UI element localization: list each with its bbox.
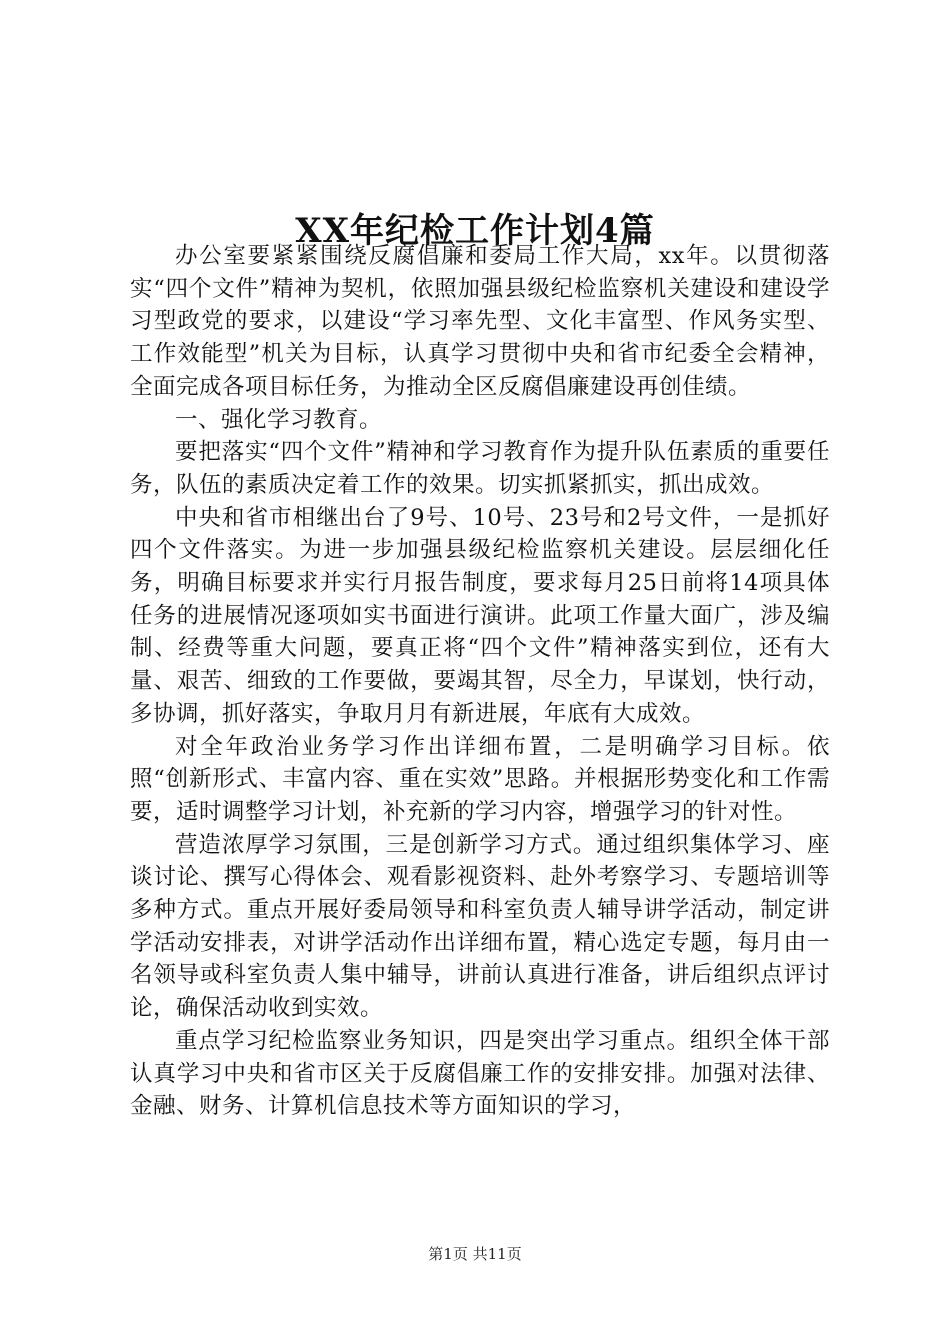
paragraph: 办公室要紧紧围绕反腐倡廉和委局工作大局，xx年。以贯彻落实“四个文件”精神为契机，依照加强县级纪检监察机关建设和建设学习型政党的要求，以建设“学习率先型、文化丰富型、作风务实型、工作效能型”机关为目标，认真学习贯彻中央和省市纪委全会精神，全面完成各项目标任务，为推动全区反腐倡廉建设再创佳绩。	[130, 243, 830, 400]
section-heading: 一、强化学习教育。	[175, 406, 383, 433]
paragraph: 对全年政治业务学习作出详细布置，二是明确学习目标。依照“创新形式、丰富内容、重在实效”思路。并根据形势变化和工作需要，适时调整学习计划，补充新的学习内容，增强学习的针对性。	[130, 733, 830, 825]
document-title: XX年纪检工作计划4篇	[295, 210, 655, 251]
paragraph: 中央和省市相继出台了9号、10号、23号和2号文件，一是抓好四个文件落实。为进一步加强县级纪检监察机关建设。层层细化任务，明确目标要求并实行月报告制度，要求每月25日前将14项具体任务的进展情况逐项如实书面进行演讲。此项工作量大面广，涉及编制、经费等重大问题，要真正将“四个文件”精神落实到位，还有大量、艰苦、细致的工作要做，要竭其智，尽全力，早谋划，快行动，多协调，抓好落实，争取月月有新进展，年底有大成效。	[130, 504, 830, 727]
paragraph: 营造浓厚学习氛围，三是创新学习方式。通过组织集体学习、座谈讨论、撰写心得体会、观看影视资料、赴外考察学习、专题培训等多种方式。重点开展好委局领导和科室负责人辅导讲学活动，制定讲学活动安排表，对讲学活动作出详细布置，精心选定专题，每月由一名领导或科室负责人集中辅导，讲前认真进行准备，讲后组织点评讨论，确保活动收到实效。	[130, 831, 830, 1022]
paragraph: 要把落实“四个文件”精神和学习教育作为提升队伍素质的重要任务，队伍的素质决定着工作的效果。切实抓紧抓实，抓出成效。	[130, 439, 830, 498]
document-body	[130, 240, 830, 1123]
paragraph: 重点学习纪检监察业务知识，四是突出学习重点。组织全体干部认真学习中央和省市区关于反腐倡廉工作的安排安排。加强对法律、金融、财务、计算机信息技术等方面知识的学习，	[130, 1027, 830, 1120]
page-number-footer: 第1页 共11页	[428, 1245, 522, 1263]
